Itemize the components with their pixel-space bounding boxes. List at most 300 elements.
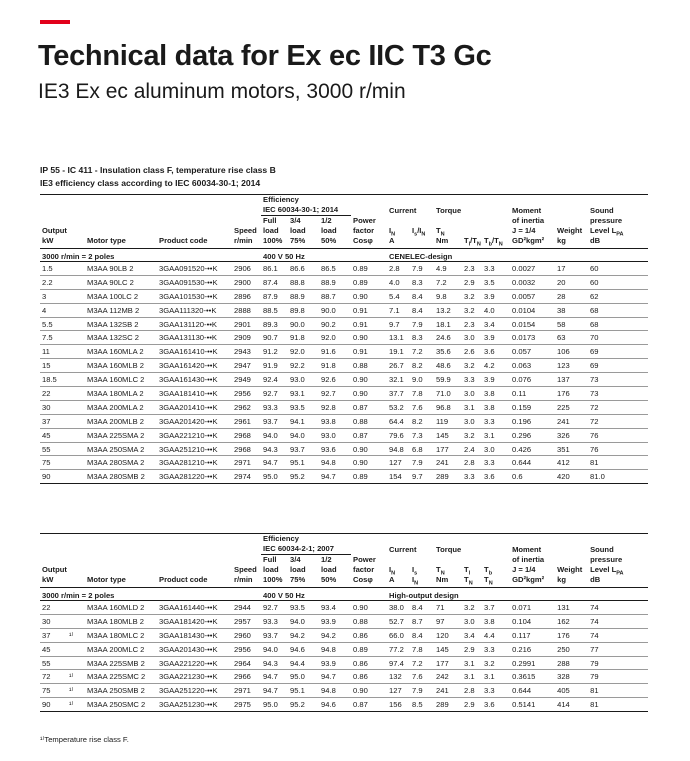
table-cell: 3.2 — [462, 359, 482, 373]
header-sound: Sound — [590, 205, 614, 215]
table-cell: 15 — [40, 359, 85, 373]
table-cell: 4 — [40, 303, 85, 317]
table-cell: 2896 — [232, 289, 261, 303]
table-cell: 8.4 — [410, 628, 434, 642]
header2-product-code: Product code — [157, 575, 232, 588]
table-cell: 405 — [555, 684, 588, 698]
table-cell: 55 — [40, 442, 85, 456]
table-cell: 351 — [555, 442, 588, 456]
table-cell: 3.1 — [462, 656, 482, 670]
table-cell: 7.8 — [410, 387, 434, 401]
table-cell: 2964 — [232, 656, 261, 670]
table-row — [40, 345, 648, 359]
table-row — [40, 698, 648, 712]
table-cell: 0.196 — [510, 414, 555, 428]
header2-weight: Weight — [557, 565, 583, 574]
table-cell: 145 — [434, 428, 462, 442]
table-cell: 2971 — [232, 684, 261, 698]
table-cell: 3.5 — [482, 275, 510, 289]
table-cell: 0.87 — [351, 400, 387, 414]
table-cell: 79 — [588, 670, 648, 684]
table-cell: 8.7 — [410, 614, 434, 628]
table-cell: ¹⁾ — [67, 628, 85, 642]
table-cell: 3.8 — [482, 400, 510, 414]
table-cell: 412 — [555, 456, 588, 470]
table-cell: ¹⁾ — [67, 684, 85, 698]
table-cell: 242 — [434, 670, 462, 684]
table-cell: 3GAA111320-••K — [157, 303, 232, 317]
table-cell: 69 — [588, 345, 648, 359]
band-design: CENELEC-design — [387, 249, 648, 262]
table-row — [40, 456, 648, 470]
header2-half: 1/2 — [321, 555, 332, 564]
header2-is-bottom: $I_N$ — [410, 575, 434, 588]
header2-j: J = 1/4 — [512, 565, 536, 574]
table-cell: 2961 — [232, 414, 261, 428]
header2-output: Output — [42, 565, 67, 574]
table-cell: 3GAA251210-••K — [157, 442, 232, 456]
table-cell: 4.9 — [434, 262, 462, 276]
table-cell: 73 — [588, 387, 648, 401]
table-cell: 0.296 — [510, 428, 555, 442]
table-cell: 288 — [555, 656, 588, 670]
table-cell: 0.91 — [351, 303, 387, 317]
table-cell: M3AA 200MLB 2 — [85, 414, 157, 428]
table-cell: 97.4 — [387, 656, 410, 670]
footnote-mark: ¹⁾ — [40, 735, 45, 744]
table-cell: 3GAA221230-••K — [157, 670, 232, 684]
table-cell: 3.1 — [462, 400, 482, 414]
table-cell: 3GAA161430-••K — [157, 373, 232, 387]
header-three-quarter: 3/4 — [290, 216, 301, 225]
table-cell: 92.0 — [319, 331, 351, 345]
header2-in-top: $I_N$ — [389, 565, 396, 575]
table-cell: 8.3 — [410, 275, 434, 289]
table-cell: 1.5 — [40, 262, 85, 276]
band2-poles: 3000 r/min = 2 poles — [40, 588, 261, 601]
table-cell: M3AA 160MLC 2 — [85, 373, 157, 387]
table-cell: 3GAA251220-••K — [157, 684, 232, 698]
table-cell: 18.1 — [434, 317, 462, 331]
table-cell: 0.86 — [351, 656, 387, 670]
table-cell: 289 — [434, 470, 462, 484]
table-cell: 176 — [555, 628, 588, 642]
header-motor-type: Motor type — [85, 236, 157, 249]
brand-accent-bar — [40, 20, 70, 24]
table-cell: 30 — [40, 400, 85, 414]
table-cell: M3AA 250SMC 2 — [85, 698, 157, 712]
table-cell: 3GAA251230-••K — [157, 698, 232, 712]
table-cell: 326 — [555, 428, 588, 442]
header-is-in-symbol: $I_s/I_N$ — [412, 226, 426, 236]
table-cell: 0.0104 — [510, 303, 555, 317]
table-cell: 120 — [434, 628, 462, 642]
table-cell: 94.2 — [288, 628, 319, 642]
table-row — [40, 359, 648, 373]
table-row — [40, 442, 648, 456]
table-cell: 13.1 — [387, 331, 410, 345]
table-row — [40, 289, 648, 303]
table-cell: 0.90 — [351, 373, 387, 387]
table-cell: 3GAA181430-••K — [157, 628, 232, 642]
table-cell: 0.644 — [510, 684, 555, 698]
header2-cosphi: Cosφ — [351, 575, 387, 588]
table-cell: ¹⁾ — [67, 698, 85, 712]
table-cell: 60 — [588, 275, 648, 289]
table-cell: 79 — [588, 656, 648, 670]
table-cell: 106 — [555, 345, 588, 359]
table-cell: 4.4 — [482, 628, 510, 642]
header2-pressure: pressure — [590, 555, 623, 564]
table-cell: 7.2 — [410, 656, 434, 670]
header-unit-nm: Nm — [434, 236, 462, 249]
table-cell: 154 — [387, 470, 410, 484]
table-cell: 94.0 — [261, 642, 288, 656]
table-cell: 92.7 — [261, 387, 288, 401]
table-cell: 0.89 — [351, 642, 387, 656]
header-load-3-4: load — [290, 226, 306, 235]
header2-unit-a: A — [387, 575, 410, 588]
table-cell: 88.9 — [319, 275, 351, 289]
table-cell: 420 — [555, 470, 588, 484]
table-cell: 3GAA281210-••K — [157, 456, 232, 470]
table-cell: M3AA 90LC 2 — [85, 275, 157, 289]
table-cell: 24.6 — [434, 331, 462, 345]
table-cell: 0.90 — [351, 331, 387, 345]
table-cell: 28 — [555, 289, 588, 303]
table-row — [40, 614, 648, 628]
table-cell: 8.4 — [410, 289, 434, 303]
table-cell: 0.90 — [351, 456, 387, 470]
table-cell: 3.2 — [462, 289, 482, 303]
table-cell: M3AA 100LC 2 — [85, 289, 157, 303]
table-cell: 2.3 — [462, 262, 482, 276]
header2-current: Current — [389, 544, 417, 554]
table-cell: 94.8 — [319, 456, 351, 470]
table-cell: 0.90 — [351, 684, 387, 698]
table-cell: 241 — [434, 684, 462, 698]
header-load-1-2: load — [321, 226, 337, 235]
table-cell: 72 — [40, 670, 67, 684]
table-cell: 94.6 — [319, 698, 351, 712]
table-cell: 3.1 — [462, 670, 482, 684]
table-cell: 5.4 — [387, 289, 410, 303]
header2-speed: Speed — [234, 565, 257, 574]
table-cell: 3.7 — [482, 601, 510, 615]
table-cell: 3.8 — [482, 614, 510, 628]
table-cell: 72 — [588, 400, 648, 414]
table-cell: 90 — [40, 698, 67, 712]
table-cell: 225 — [555, 400, 588, 414]
table-cell: 156 — [387, 698, 410, 712]
table-cell: M3AA 180MLA 2 — [85, 387, 157, 401]
table-cell: 93.6 — [319, 442, 351, 456]
header2-rmin: r/min — [232, 575, 261, 588]
table-cell: 59.9 — [434, 373, 462, 387]
table-cell: 68 — [588, 303, 648, 317]
header-moment: Moment — [512, 205, 542, 215]
table-cell: 2.9 — [462, 275, 482, 289]
table-cell: 127 — [387, 456, 410, 470]
header-p75: 75% — [288, 236, 319, 249]
table-cell: 86.5 — [319, 262, 351, 276]
page-subtitle: IE3 Ex ec aluminum motors, 3000 r/min — [38, 80, 406, 103]
table-cell: 0.063 — [510, 359, 555, 373]
table-cell: 93.5 — [288, 400, 319, 414]
table-row — [40, 414, 648, 428]
table-cell: M3AA 250SMB 2 — [85, 684, 157, 698]
table-cell: 3.4 — [482, 317, 510, 331]
table-row — [40, 656, 648, 670]
table-cell: 119 — [434, 414, 462, 428]
table-cell: M3AA 225SMC 2 — [85, 670, 157, 684]
table-cell: 3.1 — [482, 428, 510, 442]
table-cell: M3AA 180MLC 2 — [85, 628, 157, 642]
table-cell — [67, 614, 85, 628]
table-cell: M3AA 225SMA 2 — [85, 428, 157, 442]
table-cell: 131 — [555, 601, 588, 615]
table-cell: M3AA 180MLB 2 — [85, 614, 157, 628]
header-of-inertia: of inertia — [512, 216, 545, 225]
table-row — [40, 400, 648, 414]
table-cell: 250 — [555, 642, 588, 656]
table-cell: 7.5 — [40, 331, 85, 345]
header-j: J = 1/4 — [512, 226, 536, 235]
header-unit-db: dB — [588, 236, 648, 249]
table-cell: 92.0 — [288, 345, 319, 359]
table-cell: 7.9 — [410, 684, 434, 698]
table-cell: 177 — [434, 442, 462, 456]
table-cell: 0.89 — [351, 262, 387, 276]
header-tl-tn: $T_l/T_N$ — [464, 236, 481, 248]
table-cell: 7.8 — [410, 642, 434, 656]
table-cell: 3GAA161420-••K — [157, 359, 232, 373]
header2-efficiency: Efficiency — [261, 534, 351, 545]
header-pressure: pressure — [590, 216, 623, 225]
table-cell: 2888 — [232, 303, 261, 317]
table-cell: 3GAA091520-••K — [157, 262, 232, 276]
header-output: Output — [42, 226, 67, 235]
header2-is-top: $I_s$ — [412, 565, 418, 575]
table-cell: 0.2991 — [510, 656, 555, 670]
header2-gd: GD²kgm² — [510, 575, 555, 588]
table-cell: 95.0 — [261, 470, 288, 484]
table-cell: 64.4 — [387, 414, 410, 428]
table-cell: 3GAA201430-••K — [157, 642, 232, 656]
table-cell: 3.2 — [462, 601, 482, 615]
table-cell: 38.0 — [387, 601, 410, 615]
header2-p50: 50% — [319, 575, 351, 588]
table-cell: 3.8 — [482, 387, 510, 401]
table-cell: 0.88 — [351, 614, 387, 628]
table-cell: 0.90 — [351, 601, 387, 615]
header-current: Current — [389, 205, 417, 215]
table-cell: 8.2 — [410, 414, 434, 428]
band-poles: 3000 r/min = 2 poles — [40, 249, 261, 262]
table-cell: 177 — [434, 656, 462, 670]
table-cell: 3GAA101530-••K — [157, 289, 232, 303]
table-cell: 9.7 — [387, 317, 410, 331]
table-row — [40, 642, 648, 656]
header-efficiency: Efficiency — [261, 195, 351, 206]
table-cell: 81 — [588, 698, 648, 712]
table-cell: 92.7 — [319, 387, 351, 401]
table-cell: 0.0057 — [510, 289, 555, 303]
table-cell: 7.9 — [410, 262, 434, 276]
table-cell: 96.8 — [434, 400, 462, 414]
table-cell: 3GAA281220-••K — [157, 470, 232, 484]
table-cell: 3.9 — [482, 331, 510, 345]
table-row — [40, 428, 648, 442]
table-cell: 93.9 — [319, 614, 351, 628]
header2-power: Power — [353, 555, 376, 564]
header-cosphi: Cosφ — [351, 236, 387, 249]
header-p100: 100% — [261, 236, 288, 249]
table-cell: 74 — [588, 601, 648, 615]
table-cell: 95.1 — [288, 684, 319, 698]
table-cell: 3.6 — [482, 698, 510, 712]
table-cell: 0.86 — [351, 670, 387, 684]
table-cell: 3.2 — [462, 428, 482, 442]
table-cell: 0.0173 — [510, 331, 555, 345]
table-cell: 8.4 — [410, 303, 434, 317]
table-cell: 3.3 — [462, 470, 482, 484]
header2-motor-type: Motor type — [85, 575, 157, 588]
table-cell: 2.6 — [462, 345, 482, 359]
table-cell: 93.0 — [288, 373, 319, 387]
table-cell: 3GAA131130-••K — [157, 331, 232, 345]
header2-efficiency-standard: IEC 60034-2-1; 2007 — [261, 544, 351, 555]
table-cell: 37 — [40, 414, 85, 428]
table-row — [40, 303, 648, 317]
table-cell: 132 — [387, 670, 410, 684]
table-cell: 94.8 — [319, 684, 351, 698]
table-cell: 90.2 — [319, 317, 351, 331]
table-cell: 88.5 — [261, 303, 288, 317]
table-cell: 0.88 — [351, 359, 387, 373]
table-cell: 4.0 — [387, 275, 410, 289]
header-weight: Weight — [557, 226, 583, 235]
header-power: Power — [353, 216, 376, 225]
table-cell: 0.90 — [351, 387, 387, 401]
table-cell: 8.2 — [410, 359, 434, 373]
table-cell: 0.89 — [351, 470, 387, 484]
table-cell: 79.6 — [387, 428, 410, 442]
table-cell: 94.3 — [261, 656, 288, 670]
table-cell: 7.3 — [410, 428, 434, 442]
header2-sound: Sound — [590, 544, 614, 554]
header2-factor: factor — [353, 565, 375, 574]
table-cell: M3AA 160MLB 2 — [85, 359, 157, 373]
table-cell — [67, 656, 85, 670]
table-cell: 3.3 — [462, 373, 482, 387]
table-cell: 0.89 — [351, 275, 387, 289]
table-cell: M3AA 160MLD 2 — [85, 601, 157, 615]
table-cell: 2.8 — [462, 684, 482, 698]
table-cell: 0.90 — [351, 442, 387, 456]
table-cell: 20 — [555, 275, 588, 289]
table-cell: 94.0 — [288, 428, 319, 442]
header2-p75: 75% — [288, 575, 319, 588]
table-cell: 91.6 — [319, 345, 351, 359]
table-cell: 91.8 — [288, 331, 319, 345]
table-cell: 93.7 — [261, 414, 288, 428]
table-cell: 0.87 — [351, 428, 387, 442]
header2-unit-kg: kg — [555, 575, 588, 588]
table-cell: M3AA 280SMA 2 — [85, 456, 157, 470]
table-cell: 241 — [434, 456, 462, 470]
table-cell: 94.0 — [288, 614, 319, 628]
table-cell: 45 — [40, 428, 85, 442]
table-cell: 0.3615 — [510, 670, 555, 684]
table-cell: 81 — [588, 456, 648, 470]
table-cell: M3AA 112MB 2 — [85, 303, 157, 317]
table-cell: 2975 — [232, 698, 261, 712]
table-cell: 3.0 — [482, 442, 510, 456]
table-cell: 93.8 — [319, 414, 351, 428]
table-cell: 2962 — [232, 400, 261, 414]
table-cell: 90.0 — [319, 303, 351, 317]
table-cell: 2906 — [232, 262, 261, 276]
table-cell: 2901 — [232, 317, 261, 331]
header2-level: Level $L_{PA}$ — [590, 565, 624, 575]
header-load-full: load — [263, 226, 279, 235]
table-row — [40, 387, 648, 401]
table-cell: 37 — [40, 628, 67, 642]
table-row — [40, 684, 648, 698]
table-cell: 52.7 — [387, 614, 410, 628]
header-unit-kg: kg — [555, 236, 588, 249]
table-cell: 86.6 — [288, 262, 319, 276]
table-cell: 0.0027 — [510, 262, 555, 276]
table-cell: 9.0 — [410, 373, 434, 387]
table-cell: 91.2 — [261, 345, 288, 359]
table-cell: 7.9 — [410, 317, 434, 331]
table-cell: 0.87 — [351, 698, 387, 712]
table-cell: 3GAA131120-••K — [157, 317, 232, 331]
table-cell: 94.7 — [261, 456, 288, 470]
table-cell: 74 — [588, 614, 648, 628]
table-cell: 77.2 — [387, 642, 410, 656]
table-cell: 68 — [588, 317, 648, 331]
table-cell: 3GAA091530-••K — [157, 275, 232, 289]
table-cell: 145 — [434, 642, 462, 656]
table-cell: 11 — [40, 345, 85, 359]
table-row — [40, 670, 648, 684]
table-cell: 13.2 — [434, 303, 462, 317]
table-cell: 95.0 — [288, 670, 319, 684]
table-cell: 93.3 — [261, 400, 288, 414]
table-cell: 94.7 — [319, 670, 351, 684]
header2-load-1-2: load — [321, 565, 337, 574]
table-row — [40, 262, 648, 276]
header-gd: GD²kgm² — [510, 236, 555, 249]
table-cell: 0.104 — [510, 614, 555, 628]
table-cell: 77 — [588, 642, 648, 656]
table-cell: 66.0 — [387, 628, 410, 642]
table-cell: 92.7 — [261, 601, 288, 615]
table-cell: 94.6 — [288, 642, 319, 656]
header2-p100: 100% — [261, 575, 288, 588]
table-cell: 3.0 — [462, 387, 482, 401]
table-cell: 241 — [555, 414, 588, 428]
table-row — [40, 317, 648, 331]
table-cell: 87.4 — [261, 275, 288, 289]
table-cell: M3AA 280SMB 2 — [85, 470, 157, 484]
table-cell: 9.8 — [434, 289, 462, 303]
table-cell: 94.2 — [319, 628, 351, 642]
table-row — [40, 628, 648, 642]
